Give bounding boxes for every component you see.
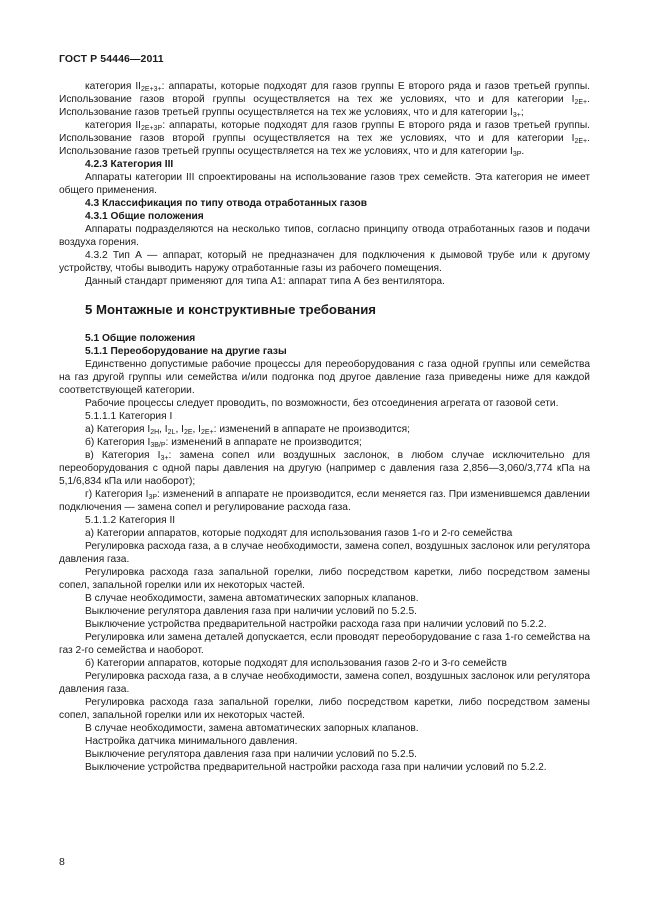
paragraph-min-pressure: Настройка датчика минимального давления. xyxy=(85,736,298,747)
paragraph-regulation-2: Регулировка расхода газа, а в случае необходимости, замена сопел, воздушных заслонок или регулятора давления газа. xyxy=(59,671,590,695)
paragraph-permitted-processes: Единственно допустимые рабочие процессы для переоборудования с газа одной группы или семейства на газ другой группы или семейства и/или подгонка под другое давление газа приведены ниже для каждой соответствующей категории. xyxy=(59,359,590,396)
paragraph-type-a1: Данный стандарт применяют для типа А1: аппарат типа А без вентилятора. xyxy=(85,276,445,287)
paragraph-valves-1: В случае необходимости, замена автоматических запорных клапанов. xyxy=(85,593,419,604)
list-item-g-category-i: г) Категория $I_{3P}$: изменений в аппарате не производится, если меняется газ. При изменившемся давлении подключения — замена сопел и регулирование расхода газа. xyxy=(59,489,590,513)
page-number: 8 xyxy=(59,856,65,868)
heading-4-3: 4.3 Классификация по типу отвода отработанных газов xyxy=(85,198,368,209)
paragraph-valves-2: В случае необходимости, замена автоматических запорных клапанов. xyxy=(85,723,419,734)
page-header-standard-number: ГОСТ Р 54446—2011 xyxy=(59,53,164,65)
list-item-b-category-i: б) Категория $I_{3B/P}$: изменений в аппарате не производится; xyxy=(85,437,362,449)
paragraph-preset-off-1: Выключение устройства предварительной настройки расхода газа при наличии условий по 5.2.2. xyxy=(85,619,547,630)
heading-section-5: 5 Монтажные и конструктивные требования xyxy=(85,302,377,317)
list-item-a-category-ii: а) Категории аппаратов, которые подходят для использования газов 1-го и 2-го семейства xyxy=(85,528,513,539)
paragraph-preset-off-2: Выключение устройства предварительной настройки расхода газа при наличии условий по 5.2.2. xyxy=(85,762,547,773)
paragraph-types: Аппараты подразделяются на несколько типов, согласно принципу отвода отработанных газов и подачи воздуха горения. xyxy=(59,224,590,248)
paragraph-parts-replacement: Регулировка или замена деталей допускается, если проводят переоборудование с газа 1-го семейства на газ 2-го семейства и наоборот. xyxy=(59,632,590,656)
paragraph-regulation-1: Регулировка расхода газа, а в случае необходимости, замена сопел, воздушных заслонок или регулятора давления газа. xyxy=(59,541,590,565)
paragraph-without-disconnection: Рабочие процессы следует проводить, по возможности, без отсоединения агрегата от газовой сети. xyxy=(85,398,559,409)
paragraph-pilot-1: Регулировка расхода газа запальной горелки, либо посредством каретки, либо посредством замены сопел, запальной горелки или их некоторых частей. xyxy=(59,567,590,591)
heading-5-1-1: 5.1.1 Переоборудование на другие газы xyxy=(85,346,287,357)
paragraph-category-ii-2e3p: категория $II_{2E+3P}$: аппараты, которые подходят для газов группы E второго ряда и газов третьей группы. Использование газов второй группы осуществляется на тех же условиях, что и для категории $I_{2E+}$. Использование газов третьей группы осуществляется на тех же условиях, что и для категории $I_{3P}$. xyxy=(59,120,590,158)
heading-4-2-3: 4.2.3 Категория III xyxy=(85,159,174,170)
list-item-v-category-i: в) Категория $I_{3+}$: замена сопел или воздушных заслонок, в любом случае исключительно для переоборудования с одной пары давления на другую (например с давления газа 2,856—3,060/3,774 кПа на 5,1/6,834 кПа или наоборот); xyxy=(59,450,590,487)
paragraph-category-iii: Аппараты категории III спроектированы на использование газов трех семейств. Эта категория не имеет общего применения. xyxy=(59,172,590,196)
paragraph-pilot-2: Регулировка расхода газа запальной горелки, либо посредством каретки, либо посредством замены сопел, запальной горелки или их некоторых частей. xyxy=(59,697,590,721)
paragraph-regulator-off-2: Выключение регулятора давления газа при наличии условий по 5.2.5. xyxy=(85,749,417,760)
paragraph-category-ii-2e3plus: категория $II_{2E+3+}$: аппараты, которые подходят для газов группы E второго ряда и газов третьей группы. Использование газов второй группы осуществляется на тех же условиях, что и для категории $I_{2E+}$. Использование газов третьей группы осуществляется на тех же условиях, что и для категории $I_{3+}$; xyxy=(59,81,590,119)
paragraph-type-a: 4.3.2 Тип А — аппарат, который не предназначен для подключения к дымовой трубе или к другому устройству, чтобы выводить наружу отработанные газы из рабочего помещения. xyxy=(59,250,590,274)
document-body xyxy=(59,80,590,774)
heading-5-1: 5.1 Общие положения xyxy=(85,333,196,344)
list-item-a-category-i: а) Категория $I_{2H}$, $I_{2L}$, $I_{2E}$, $I_{2E+}$: изменений в аппарате не производится; xyxy=(85,424,410,436)
paragraph-5-1-1-1: 5.1.1.1 Категория I xyxy=(85,411,173,422)
paragraph-regulator-off-1: Выключение регулятора давления газа при наличии условий по 5.2.5. xyxy=(85,606,417,617)
heading-4-3-1: 4.3.1 Общие положения xyxy=(85,211,204,222)
paragraph-5-1-1-2: 5.1.1.2 Категория II xyxy=(85,515,176,526)
list-item-b-category-ii: б) Категории аппаратов, которые подходят для использования газов 2-го и 3-го семейств xyxy=(85,658,507,669)
